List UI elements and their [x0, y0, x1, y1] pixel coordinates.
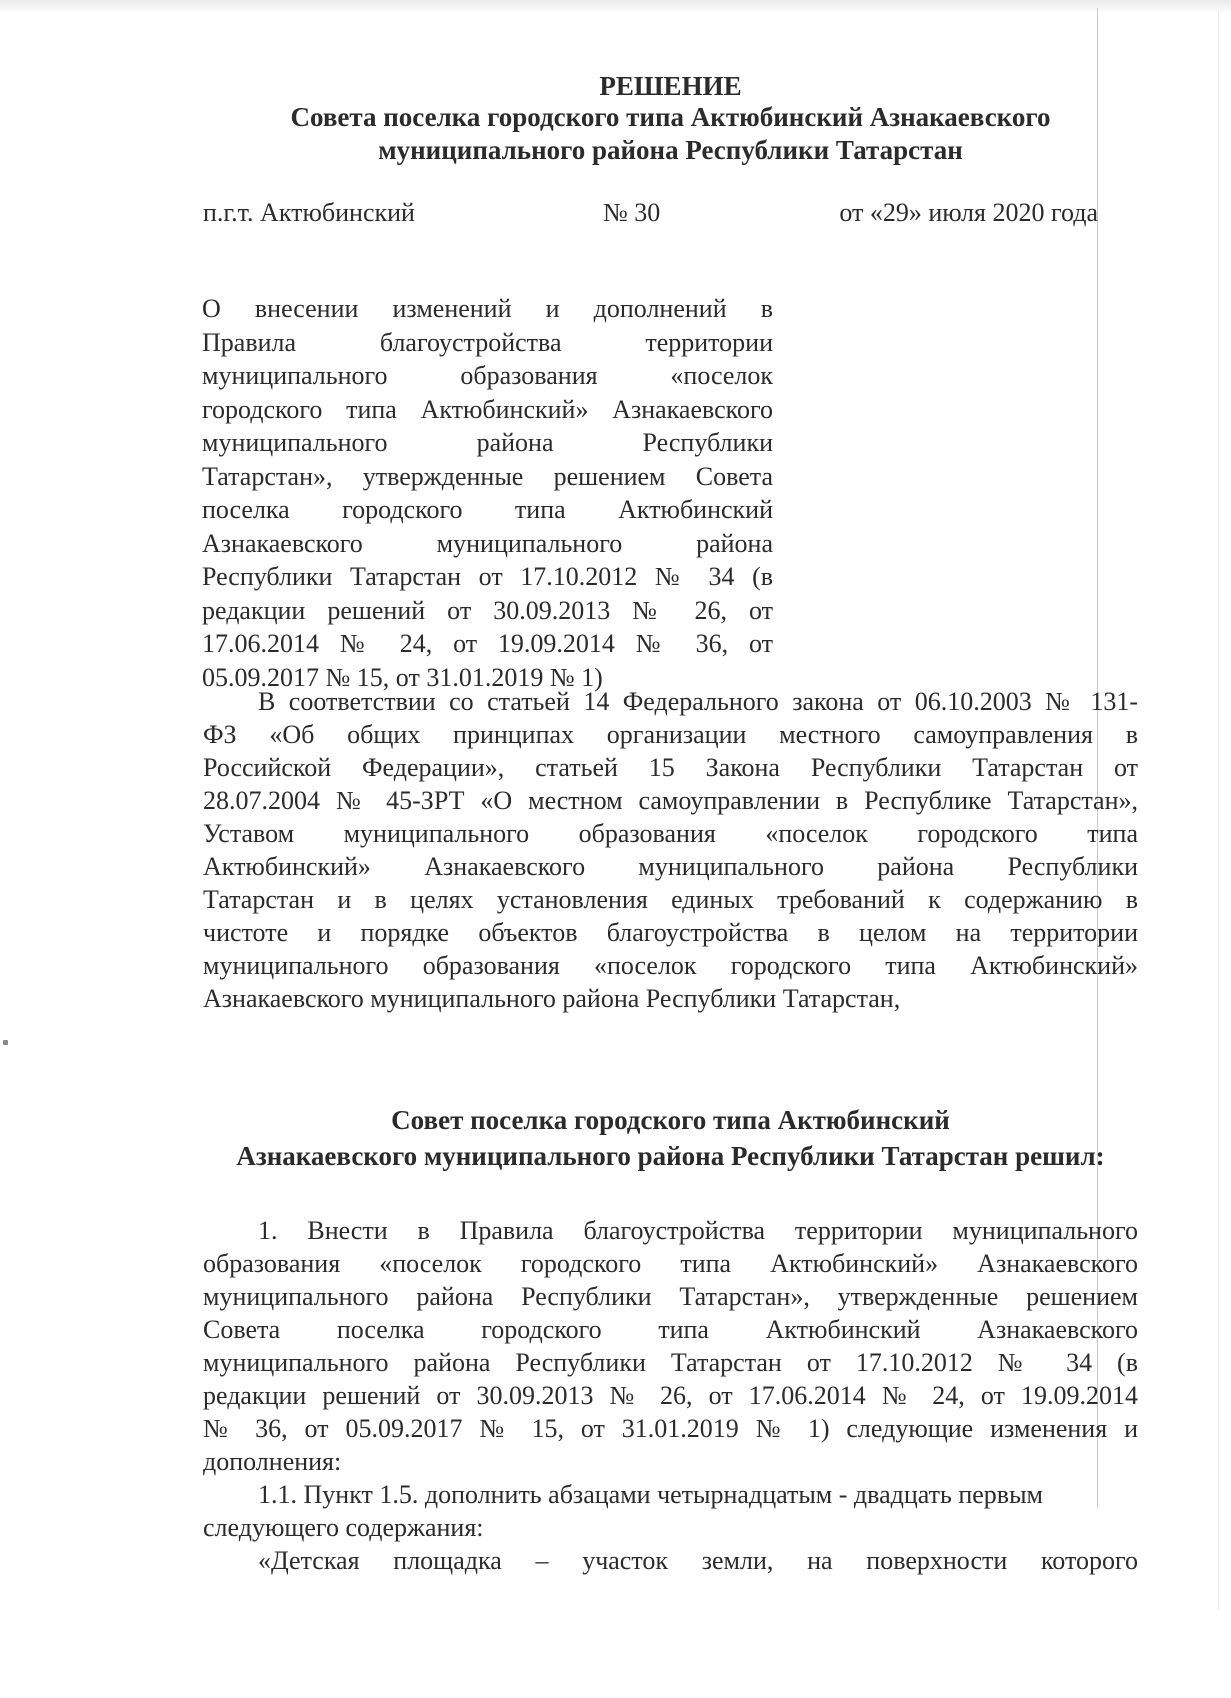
- document-date: от «29» июля 2020 года: [839, 198, 1098, 227]
- preamble-line: муниципального образования «поселок городского типа Актюбинский»: [203, 951, 1138, 980]
- resolution-items: [203, 1214, 1138, 1577]
- preamble-line: В соответствии со статьей 14 Федерального закона от 06.10.2003 № 131-: [258, 687, 1138, 716]
- preamble-line: Татарстан и в целях установления единых требований к содержанию в: [203, 885, 1138, 914]
- subject-line: 17.06.2014 № 24, от 19.09.2014 № 36, от: [202, 629, 773, 658]
- item-line: дополнения:: [203, 1447, 342, 1476]
- subject-line: редакции решений от 30.09.2013 № 26, от: [202, 595, 773, 625]
- item-line: следующего содержания:: [203, 1513, 484, 1542]
- document-subject: [202, 292, 773, 694]
- item-line: «Детская площадка – участок земли, на поверхности которого: [258, 1546, 1138, 1575]
- issuer-line-2: муниципального района Республики Татарстан: [378, 135, 963, 165]
- item-line: муниципального района Республики Татарстан от 17.10.2012 № 34 (в: [203, 1348, 1138, 1377]
- document-number: № 30: [603, 198, 661, 227]
- scan-top-edge: [0, 0, 1231, 14]
- subject-line: Татарстан», утвержденные решением Совета: [202, 461, 773, 491]
- preamble-line: Азнакаевского муниципального района Республики Татарстан,: [203, 984, 901, 1013]
- document-meta-row: [203, 196, 1098, 229]
- preamble-line: Уставом муниципального образования «поселок городского типа: [203, 819, 1138, 848]
- preamble-line: Актюбинский» Азнакаевского муниципального района Республики: [203, 852, 1138, 881]
- subject-line: О внесении изменений и дополнений в: [202, 294, 773, 323]
- item-line: редакции решений от 30.09.2013 № 26, от 17.06.2014 № 24, от 19.09.2014: [203, 1381, 1138, 1410]
- preamble-line: 28.07.2004 № 45-ЗРТ «О местном самоуправлении в Республике Татарстан»,: [203, 786, 1138, 815]
- preamble-line: чистоте и порядке объектов благоустройства в целом на территории: [203, 918, 1138, 947]
- preamble-line: Российской Федерации», статьей 15 Закона Республики Татарстан от: [203, 753, 1138, 782]
- item-line: образования «поселок городского типа Актюбинский» Азнакаевского: [203, 1249, 1138, 1278]
- resolution-heading-line-1: Совет поселка городского типа Актюбинский: [391, 1105, 950, 1135]
- resolution-heading: [203, 1102, 1138, 1174]
- preamble-paragraph: [203, 685, 1138, 1015]
- scan-right-edge: [1218, 10, 1219, 1610]
- document-title: РЕШЕНИЕ: [599, 71, 742, 101]
- scan-speck: [3, 1040, 8, 1045]
- subject-line: 05.09.2017 № 15, от 31.01.2019 № 1): [202, 662, 603, 692]
- item-line: Совета поселка городского типа Актюбинский Азнакаевского: [203, 1315, 1138, 1344]
- resolution-heading-line-2: Азнакаевского муниципального района Республики Татарстан решил:: [236, 1141, 1105, 1171]
- subject-line: Республики Татарстан от 17.10.2012 № 34 (в: [202, 562, 773, 591]
- item-line: 1.1. Пункт 1.5. дополнить абзацами четырнадцатым - двадцать первым: [258, 1480, 1044, 1509]
- item-line: 1. Внести в Правила благоустройства территории муниципального: [258, 1216, 1138, 1245]
- preamble-line: ФЗ «Об общих принципах организации местного самоуправления в: [203, 720, 1138, 749]
- issuer-line-1: Совета поселка городского типа Актюбинский Азнакаевского: [290, 102, 1051, 132]
- subject-line: Азнакаевского муниципального района: [202, 528, 773, 558]
- subject-line: муниципального образования «поселок: [202, 361, 773, 390]
- subject-line: Правила благоустройства территории: [202, 327, 773, 357]
- document-place: п.г.т. Актюбинский: [203, 198, 415, 227]
- item-line: № 36, от 05.09.2017 № 15, от 31.01.2019 № 1) следующие изменения и: [203, 1414, 1138, 1443]
- item-line: муниципального района Республики Татарстан», утвержденные решением: [203, 1282, 1138, 1311]
- subject-line: муниципального района Республики: [202, 428, 773, 457]
- subject-line: поселка городского типа Актюбинский: [202, 495, 773, 524]
- subject-line: городского типа Актюбинский» Азнакаевского: [202, 394, 773, 424]
